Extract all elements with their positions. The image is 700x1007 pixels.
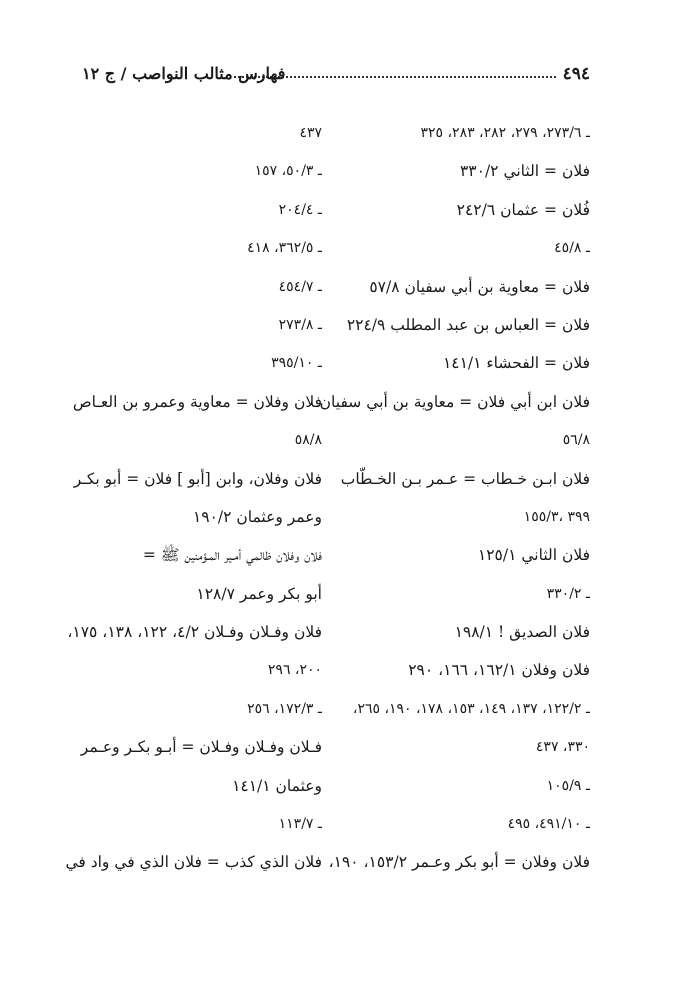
- index-entry: ٥٦/٨: [562, 432, 590, 449]
- index-entry: ـ ٢٧٣/٦، ٢٧٩، ٢٨٢، ٢٨٣، ٣٢٥: [420, 125, 590, 141]
- page-number: ٤٩٤: [562, 64, 590, 84]
- index-entry: ـ ٣٩٥/١٠: [271, 355, 322, 372]
- index-entry: فلان ابن أبي فلان = معاوية بن أبي سفيان: [320, 392, 590, 411]
- index-entry: أبو بكر وعمر ١٢٨/٧: [196, 584, 322, 603]
- index-entry: فلان الثاني ١٢٥/١: [477, 546, 590, 565]
- index-entry: فـلان وفـلان وفـلان = أبـو بكـر وعـمر: [80, 738, 322, 757]
- index-entry: ـ ١٧٢/٣، ٢٥٦: [247, 700, 322, 717]
- index-entry: ـ ١٠٥/٩: [546, 777, 590, 794]
- index-entry: ٣٣٠، ٤٣٧: [535, 739, 590, 756]
- index-entry: ـ ٢٧٣/٨: [278, 316, 322, 333]
- running-title: فهارس مثالب النواصب / ج ١٢: [82, 64, 286, 83]
- index-entry: فُلان = عثمان ٢٤٢/٦: [456, 200, 590, 219]
- index-entry: ـ ٤٩١/١٠، ٤٩٥: [507, 816, 590, 833]
- index-entry: ٥٨/٨: [294, 432, 322, 449]
- index-entry: ـ ١٢٢/٢، ١٣٧، ١٤٩، ١٥٣، ١٧٨، ١٩٠، ٢٦٥،: [352, 700, 590, 717]
- index-entry: ٤٣٧: [299, 125, 322, 141]
- index-entry: وعثمان ١٤١/١: [232, 776, 322, 795]
- index-entry: فلان ابـن خـطاب = عـمر بـن الخـطّاب: [340, 469, 590, 488]
- index-entry: فلان وفلان = أبو بكر وعـمر ١٥٣/٢، ١٩٠،: [328, 853, 590, 872]
- index-entry: ٢٠٠، ٢٩٦: [267, 662, 322, 679]
- index-column-left: [22, 114, 322, 882]
- index-entry: ـ ٣٣٠/٢: [546, 585, 590, 602]
- index-entry: فلان وفلان، وابن [أبو ] فلان = أبو بكـر: [73, 469, 322, 488]
- index-entry: وعمر وعثمان ١٩٠/٢: [192, 507, 322, 526]
- index-entry: ـ ٤٥٤/٧: [278, 278, 322, 295]
- index-entry: فلان الصديق ! ١٩٨/١: [454, 623, 590, 642]
- index-entry: فلان وفلان ظالمي أمـير المـؤمنين ﷺ =: [142, 546, 322, 565]
- index-entry: ـ ٣٦٢/٥، ٤١٨: [247, 240, 322, 257]
- index-entry: فلان وفلان ١٦٢/١، ١٦٦، ٢٩٠: [408, 661, 590, 680]
- index-entry: فلان = الفحشاء ١٤١/١: [442, 354, 590, 373]
- index-entry: ـ ٤٥/٨: [554, 240, 590, 257]
- index-entry: ٣٩٩ ،١٥٥/٣: [523, 508, 590, 525]
- index-entry: فلان = معاوية بن أبي سفيان ٥٧/٨: [369, 277, 590, 296]
- index-entry: فلان وفـلان وفـلان ٤/٢، ١٢٢، ١٣٨، ١٧٥،: [67, 623, 322, 642]
- running-header: [82, 64, 590, 90]
- index-entry: ـ ٢٠٤/٤: [278, 201, 322, 218]
- index-entry: ـ ٥٠/٣، ١٥٧: [254, 163, 322, 180]
- index-entry: فلان وفلان = معاوية وعمرو بن العـاص: [72, 392, 322, 411]
- index-column-right: [320, 114, 590, 882]
- index-entry: ـ ١١٣/٧: [278, 816, 322, 833]
- index-entry: فلان = العباس بن عبد المطلب ٢٢٤/٩: [346, 315, 590, 334]
- index-entry: فلان الذي كذب = فلان الذي في واد في: [65, 853, 322, 872]
- index-entry: فلان = الثاني ٣٣٠/٢: [459, 162, 590, 181]
